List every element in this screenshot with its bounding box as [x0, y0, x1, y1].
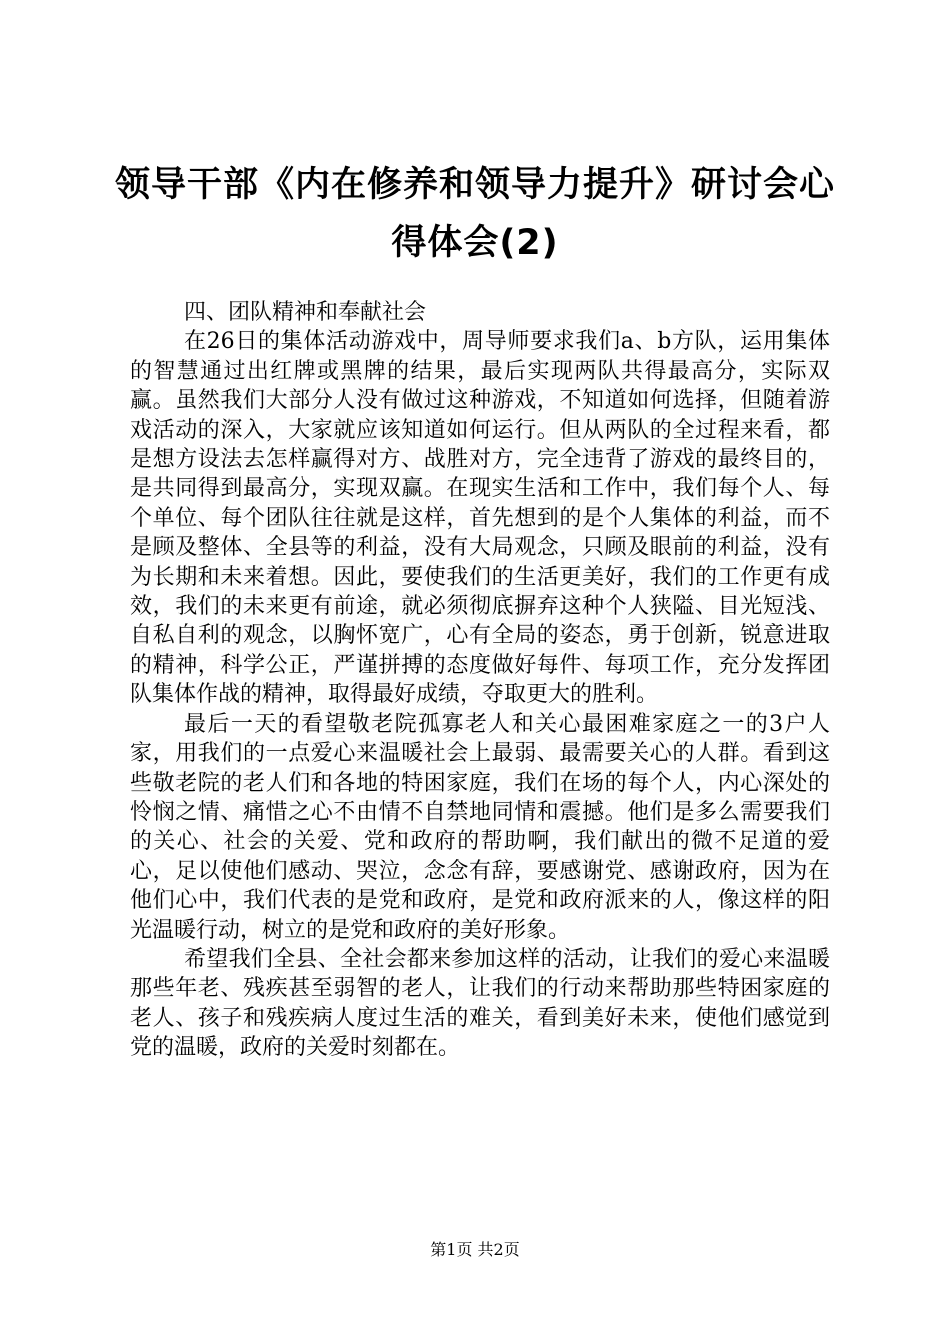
section-heading: 四、团队精神和奉献社会: [184, 300, 427, 325]
page-footer: 第1页 共2页: [430, 1240, 520, 1259]
paragraph-2: 最后一天的看望敬老院孤寡老人和关心最困难家庭之一的3户人家，用我们的一点爱心来温暖社会上最弱、最需要关心的人群。看到这些敬老院的老人们和各地的特困家庭，我们在场的每个人，内心深处的怜悯之情、痛惜之心不由情不自禁地同情和震撼。他们是多么需要我们的关心、社会的关爱、党和政府的帮助啊，我们献出的微不足道的爱心，足以使他们感动、哭泣，念念有辞，要感谢党、感谢政府，因为在他们心中，我们代表的是党和政府，是党和政府派来的人，像这样的阳光温暖行动，树立的是党和政府的美好形象。: [130, 711, 830, 943]
paragraph-1: 在26日的集体活动游戏中，周导师要求我们a、b方队，运用集体的智慧通过出红牌或黑牌的结果，最后实现两队共得最高分，实际双赢。虽然我们大部分人没有做过这种游戏，不知道如何选择，但随着游戏活动的深入，大家就应该知道如何运行。但从两队的全过程来看，都是想方设法去怎样赢得对方、战胜对方，完全违背了游戏的最终目的，是共同得到最高分，实现双赢。在现实生活和工作中，我们每个人、每个单位、每个团队往往就是这样，首先想到的是个人集体的利益，而不是顾及整体、全县等的利益，没有大局观念，只顾及眼前的利益，没有为长期和未来着想。因此，要使我们的生活更美好，我们的工作更有成效，我们的未来更有前途，就必须彻底摒弃这种个人狭隘、目光短浅、自私自利的观念，以胸怀宽广，心有全局的姿态，勇于创新，锐意进取的精神，科学公正，严谨拼搏的态度做好每件、每项工作，充分发挥团队集体作战的精神，取得最好成绩，夺取更大的胜利。: [130, 329, 830, 708]
paragraph-3: 希望我们全县、全社会都来参加这样的活动，让我们的爱心来温暖那些年老、残疾甚至弱智的老人，让我们的行动来帮助那些特困家庭的老人、孩子和残疾病人度过生活的难关，看到美好未来，使他们感觉到党的温暖，政府的关爱时刻都在。: [130, 946, 830, 1061]
document-body: [130, 298, 830, 1063]
document-title-line-1: 领导干部《内在修养和领导力提升》研讨会心: [114, 165, 835, 205]
document-title-line-2: 得体会(2): [391, 223, 559, 263]
